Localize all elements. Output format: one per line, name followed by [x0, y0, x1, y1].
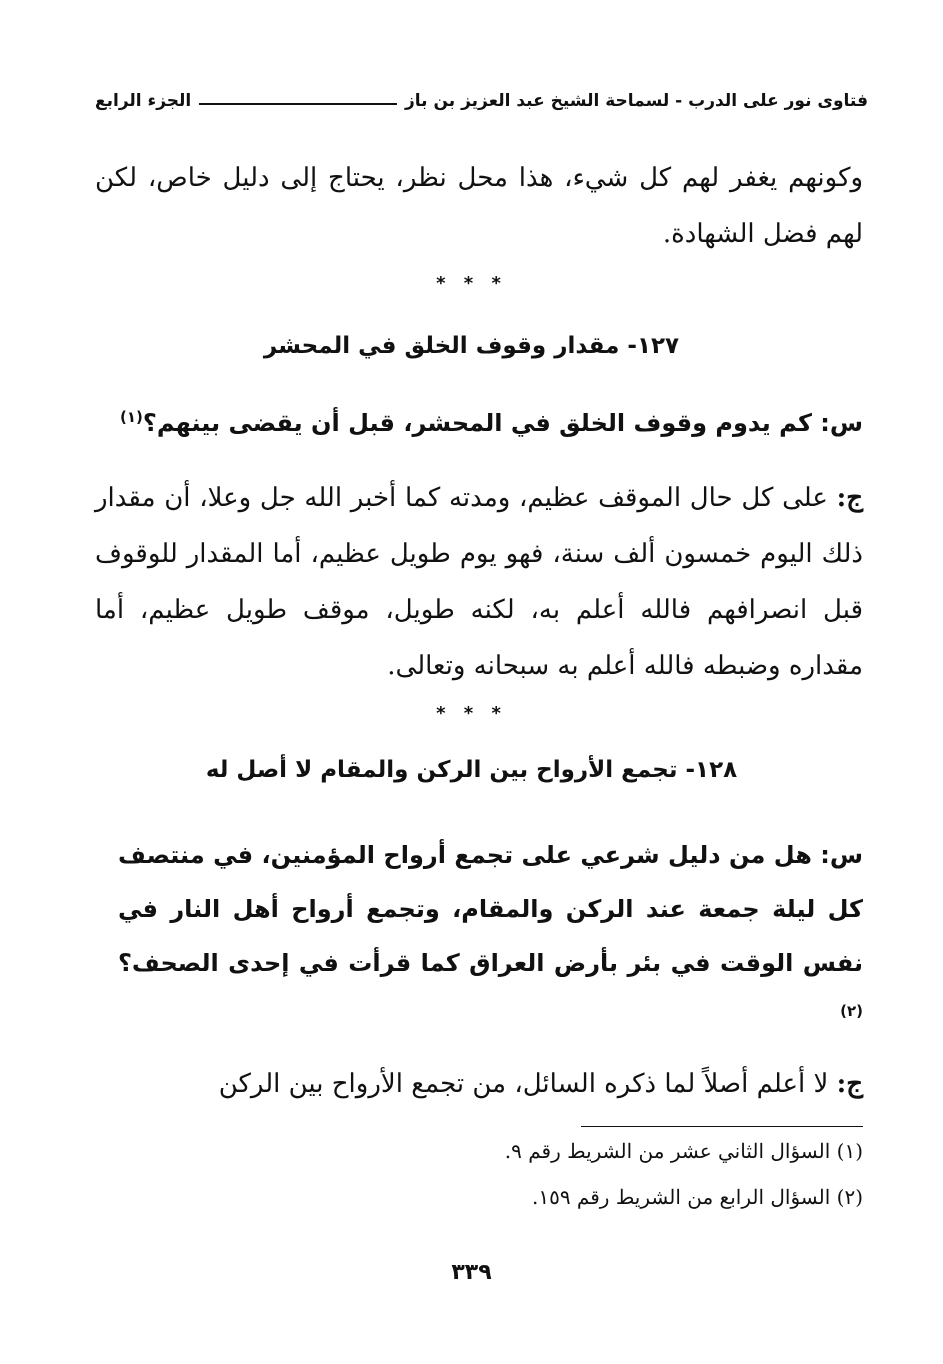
- question-128: [118, 828, 863, 1044]
- question-text: هل من دليل شرعي على تجمع أرواح المؤمنين، في منتصف كل ليلة جمعة عند الركن والمقام، وتجمع أرواح أهل النار في نفس الوقت في بئر بأرض العراق كما قرأت في إحدى الصحف؟: [118, 841, 863, 977]
- question-label: س:: [820, 409, 863, 437]
- footnote-ref-2: (٢): [840, 1002, 863, 1020]
- answer-127: [95, 470, 863, 694]
- footnote-2: (٢) السؤال الرابع من الشريط رقم ١٥٩.: [531, 1185, 863, 1209]
- section-heading-127: ١٢٧- مقدار وقوف الخلق في المحشر: [263, 333, 680, 359]
- section-heading-128: ١٢٨- تجمع الأرواح بين الركن والمقام لا أصل له: [205, 757, 738, 783]
- answer-text: لا أعلم أصلاً لما ذكره السائل، من تجمع الأرواح بين الركن: [218, 1069, 829, 1099]
- answer-label: ج:: [836, 483, 864, 513]
- book-title: فتاوى نور على الدرب - لسماحة الشيخ عبد العزيز بن باز: [405, 91, 868, 111]
- question-label: س:: [820, 841, 863, 869]
- footnote-rule: [581, 1126, 863, 1127]
- footnote-1: (١) السؤال الثاني عشر من الشريط رقم ٩.: [504, 1139, 863, 1163]
- question-text: كم يدوم وقوف الخلق في المحشر، قبل أن يقضى بينهم؟: [142, 409, 812, 437]
- answer-label: ج:: [836, 1069, 863, 1099]
- section-separator: * * *: [436, 273, 507, 294]
- answer-text: على كل حال الموقف عظيم، ومدته كما أخبر الله جل وعلا، أن مقدار ذلك اليوم خمسون ألف سنة، فهو يوم طويل عظيم، أما المقدار للوقوف قبل انصرافهم فالله أعلم به، لكنه طويل، موقف طويل عظيم، أما مقداره وضبطه فالله أعلم به سبحانه وتعالى.: [95, 483, 863, 681]
- answer-128: [95, 1058, 863, 1110]
- part-label: الجزء الرابع: [95, 91, 192, 111]
- header-rule: [199, 103, 397, 105]
- running-header: [95, 86, 868, 116]
- question-127: [95, 398, 863, 448]
- section-separator: * * *: [436, 703, 507, 724]
- footnote-ref-1: (١): [120, 408, 143, 426]
- page-number: ٣٣٩: [451, 1260, 492, 1285]
- intro-paragraph: وكونهم يغفر لهم كل شيء، هذا محل نظر، يحتاج إلى دليل خاص، لكن لهم فضل الشهادة.: [95, 163, 863, 249]
